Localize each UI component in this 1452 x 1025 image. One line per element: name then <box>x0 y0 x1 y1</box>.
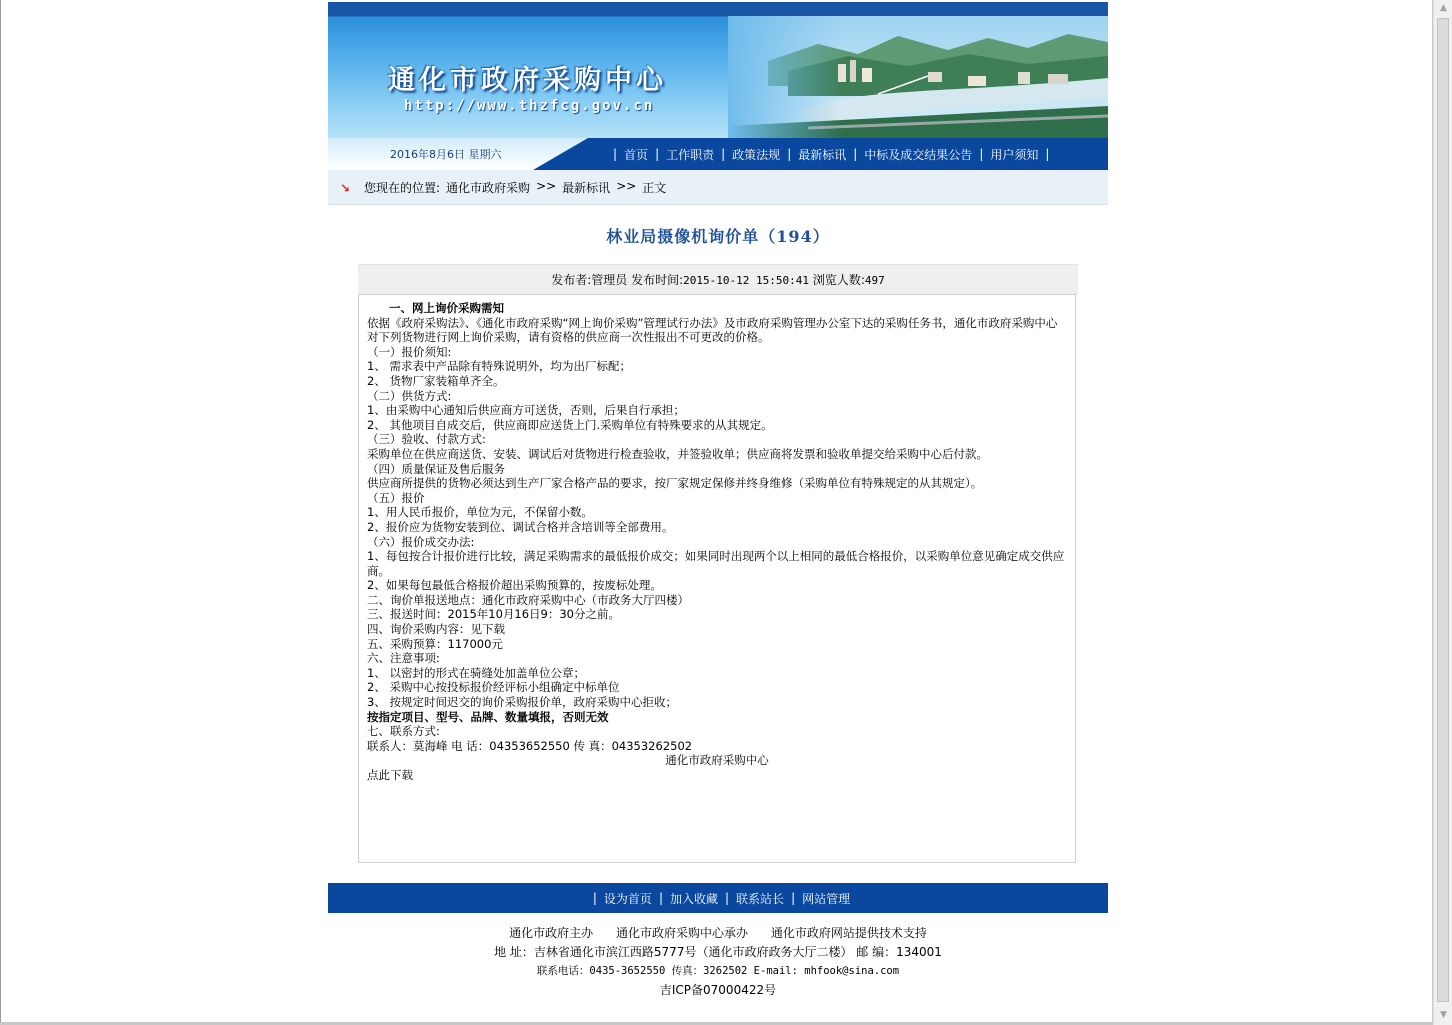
page-container <box>328 2 1108 997</box>
body-paragraph: 2、如果每包最低合格报价超出采购预算的，按废标处理。 <box>367 578 662 593</box>
views-label: 浏览人数: <box>812 273 865 287</box>
nav-menu: | 首页 | 工作职责 | 政策法规 | 最新标讯 | 中标及成交结果公告 | 用户须知 | <box>613 147 1050 162</box>
window-border-left <box>0 0 1 1025</box>
site-banner <box>328 2 1108 138</box>
body-paragraph: （五）报价 <box>367 490 425 505</box>
body-paragraph: 2、 其他项目自成交后，供应商即应送货上门.采购单位有特殊要求的从其规定。 <box>367 417 773 432</box>
article-title: 林业局摄像机询价单（194） <box>606 227 830 246</box>
body-paragraph: 2、 货物厂家装箱单齐全。 <box>367 373 505 388</box>
body-paragraph: 1、由采购中心通知后供应商方可送货，否则，后果自行承担； <box>367 403 685 418</box>
contact-line: 联系人：莫海峰 电 话：04353652550 传 真：04353262502 <box>367 738 693 753</box>
city-landscape-image <box>728 16 1108 138</box>
nav-item-home[interactable]: 首页 <box>624 147 649 162</box>
scroll-thumb[interactable] <box>1437 18 1449 1002</box>
body-paragraph: （六）报价成交办法: <box>367 534 475 549</box>
body-paragraph: 五、采购预算：117000元 <box>367 636 503 651</box>
nav-item-latest-tenders[interactable]: 最新标讯 <box>798 147 847 162</box>
body-paragraph: 1、 需求表中产品除有特殊说明外，均为出厂标配； <box>367 359 631 374</box>
body-paragraph: 供应商所提供的货物必须达到生产厂家合格产品的要求，按厂家规定保修并终身维修（采购单位有特殊规定的从其规定）。 <box>367 476 983 491</box>
body-paragraph: （一）报价须知: <box>367 344 452 359</box>
body-paragraph: 3、 按规定时间迟交的询价采购报价单，政府采购中心拒收； <box>367 695 677 710</box>
signature-line: 通化市政府采购中心 <box>665 753 769 768</box>
breadcrumb-item-home[interactable]: 通化市政府采购 <box>446 181 531 195</box>
breadcrumb-separator: >> <box>536 179 557 193</box>
nav-item-duties[interactable]: 工作职责 <box>666 147 715 162</box>
arrow-icon: ↘ <box>340 181 351 195</box>
body-paragraph: 七、联系方式: <box>367 724 440 739</box>
breadcrumb-item-current: 正文 <box>642 181 667 195</box>
site-url: http://www.thzfcg.gov.cn <box>404 98 655 114</box>
nav-divider-shape <box>533 138 588 170</box>
breadcrumb-separator: >> <box>616 179 637 193</box>
vertical-scrollbar[interactable] <box>1433 0 1452 1025</box>
body-paragraph: 1、用人民币报价，单位为元，不保留小数。 <box>367 505 593 520</box>
footer-navigation: | 设为首页 | 加入收藏 | 联系站长 | 网站管理 <box>328 883 1108 913</box>
nav-item-award-results[interactable]: 中标及成交结果公告 <box>864 147 973 162</box>
body-paragraph: 2、 采购中心按投标报价经评标小组确定中标单位 <box>367 680 620 695</box>
set-homepage-link[interactable]: 设为首页 <box>603 891 652 906</box>
body-paragraph: 依据《政府采购法》、《通化市政府采购“网上询价采购”管理试行办法》及市政府采购管理办公室下达的采购任务书，通化市政府采购中心对下列货物进行网上询价采购，请有资格的供应商一次性报出不可更改的价格。 <box>367 315 1058 345</box>
body-paragraph: 三、报送时间：2015年10月16日9：30分之前。 <box>367 607 620 622</box>
site-title: 通化市政府采购中心 <box>388 65 667 96</box>
body-paragraph: 按指定项目、型号、品牌、数量填报，否则无效 <box>367 709 609 724</box>
publish-time-label: 发布时间: <box>631 273 684 287</box>
body-paragraph: （四）质量保证及售后服务 <box>367 461 505 476</box>
download-link[interactable]: 点此下载 <box>367 768 413 782</box>
publisher-label: 发布者: <box>551 273 592 287</box>
publish-time-value: 2015-10-12 15:50:41 <box>683 274 810 287</box>
body-paragraph: 采购单位在供应商送货、安装、调试后对货物进行检查验收，并签验收单；供应商将发票和验收单提交给采购中心后付款。 <box>367 446 988 461</box>
body-paragraph: 四、询价采购内容：见下载 <box>367 622 505 637</box>
body-paragraph: （三）验收、付款方式: <box>367 432 486 447</box>
footer-sponsors: 通化市政府主办 通化市政府采购中心承办 通化市政府网站提供技术支持 <box>509 926 927 940</box>
nav-item-policies[interactable]: 政策法规 <box>732 147 781 162</box>
publisher-value: 管理员 <box>591 273 628 287</box>
site-admin-link[interactable]: 网站管理 <box>802 891 851 906</box>
add-favorites-link[interactable]: 加入收藏 <box>669 891 718 906</box>
contact-webmaster-link[interactable]: 联系站长 <box>736 891 785 906</box>
main-navigation <box>328 138 1108 170</box>
footer-info <box>328 924 1108 1000</box>
footer-icp: 吉ICP备07000422号 <box>659 983 777 997</box>
body-heading: 一、网上询价采购需知 <box>389 301 504 315</box>
footer-contact: 联系电话：0435-3652550 传真：3262502 E-mail: mhfook@sina.com <box>536 965 900 977</box>
breadcrumb-item-latest-tenders[interactable]: 最新标讯 <box>562 181 611 195</box>
scroll-down-arrow-icon[interactable]: ▼ <box>1440 1010 1447 1020</box>
body-paragraph: （二）供货方式: <box>367 388 452 403</box>
article-meta <box>358 264 1078 295</box>
article-body <box>358 294 1076 863</box>
breadcrumb <box>328 170 1108 205</box>
body-paragraph: 1、每包按合计报价进行比较，满足采购需求的最低报价成交；如果同时出现两个以上相同的最低合格报价，以采购单位意见确定成交供应商。 <box>367 549 1065 578</box>
body-paragraph: 六、注意事项: <box>367 651 440 666</box>
scroll-up-arrow-icon[interactable]: ▲ <box>1440 3 1447 13</box>
body-paragraph: 1、 以密封的形式在骑缝处加盖单位公章； <box>367 665 585 680</box>
views-value: 497 <box>864 274 885 287</box>
body-paragraph: 2、报价应为货物安装到位、调试合格并含培训等全部费用。 <box>367 519 674 534</box>
footer-address: 地 址：吉林省通化市滨江西路5777号（通化市政府政务大厅二楼） 邮 编：134001 <box>494 945 942 959</box>
nav-item-user-guide[interactable]: 用户须知 <box>990 147 1039 162</box>
breadcrumb-prefix: 您现在的位置: <box>364 181 441 195</box>
body-paragraph: 二、询价单报送地点：通化市政府采购中心（市政务大厅四楼） <box>367 592 689 607</box>
current-date: 2016年8月6日 星期六 <box>390 148 502 161</box>
